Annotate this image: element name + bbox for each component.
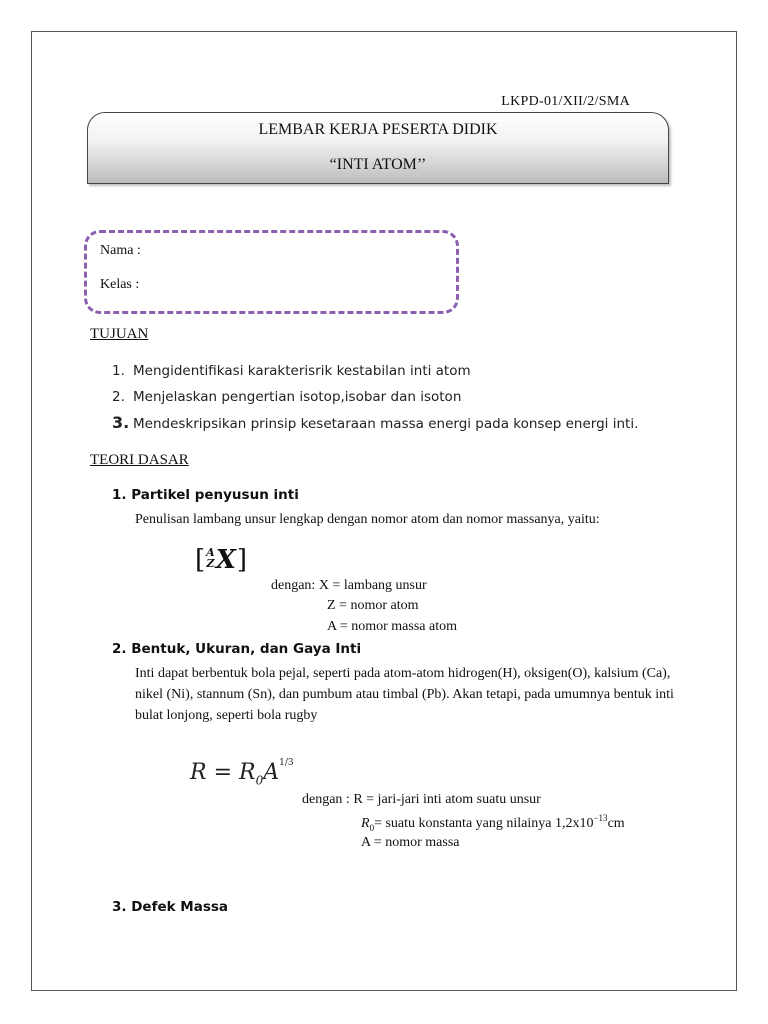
- legend-z: Z = nomor atom: [327, 598, 419, 613]
- title-line-2: “INTI ATOM’’: [329, 156, 427, 173]
- section-3-title: 3. Defek Massa: [112, 899, 229, 915]
- section-2-title: 2. Bentuk, Ukuran, dan Gaya Inti: [112, 641, 362, 657]
- legend-a: A = nomor massa atom: [327, 619, 457, 634]
- section-1-description: Penulisan lambang unsur lengkap dengan nomor atom dan nomor massanya, yaitu:: [135, 512, 600, 527]
- legend-a-mass: A = nomor massa: [361, 835, 460, 850]
- legend-x: dengan: X = lambang unsur: [271, 578, 427, 593]
- identity-box: [84, 230, 459, 314]
- title-line-1: LEMBAR KERJA PESERTA DIDIK: [258, 121, 498, 138]
- nuclear-radius-formula: $R = R_0A^{1/3}$: [190, 758, 294, 788]
- kelas-field-label: Kelas :: [100, 277, 140, 292]
- legend-r: dengan : R = jari-jari inti atom suatu unsur: [302, 792, 541, 807]
- document-code: LKPD-01/XII/2/SMA: [501, 94, 630, 109]
- nama-field-label: Nama :: [100, 243, 141, 258]
- teori-heading: TEORI DASAR: [90, 452, 189, 468]
- nuclide-notation-formula: [A ZX]: [195, 545, 249, 575]
- tujuan-list: [112, 360, 638, 438]
- list-item: 2. Menjelaskan pengertian isotop,isobar dan isoton: [112, 389, 462, 405]
- section-1-title: 1. Partikel penyusun inti: [112, 487, 299, 503]
- tujuan-heading: TUJUAN: [90, 326, 149, 342]
- legend-r0: $R_0=$ suatu konstanta yang nilainya $1,2x10^{-13}cm$: [361, 813, 625, 833]
- list-item: 3. Mendeskripsikan prinsip kesetaraan massa energi pada konsep energi inti.: [112, 413, 639, 432]
- title-banner: [87, 112, 669, 184]
- section-2-description: Inti dapat berbentuk bola pejal, seperti pada atom-atom hidrogen(H), oksigen(O), kalsium (Ca), nikel (Ni), stannum (Sn), dan pumbum atau timbal (Pb). Akan tetapi, pada umumnya bentuk inti bulat lonjong, seperti bola rugby: [135, 666, 674, 723]
- list-item: 1. Mengidentifikasi karakterisrik kestabilan inti atom: [112, 363, 471, 379]
